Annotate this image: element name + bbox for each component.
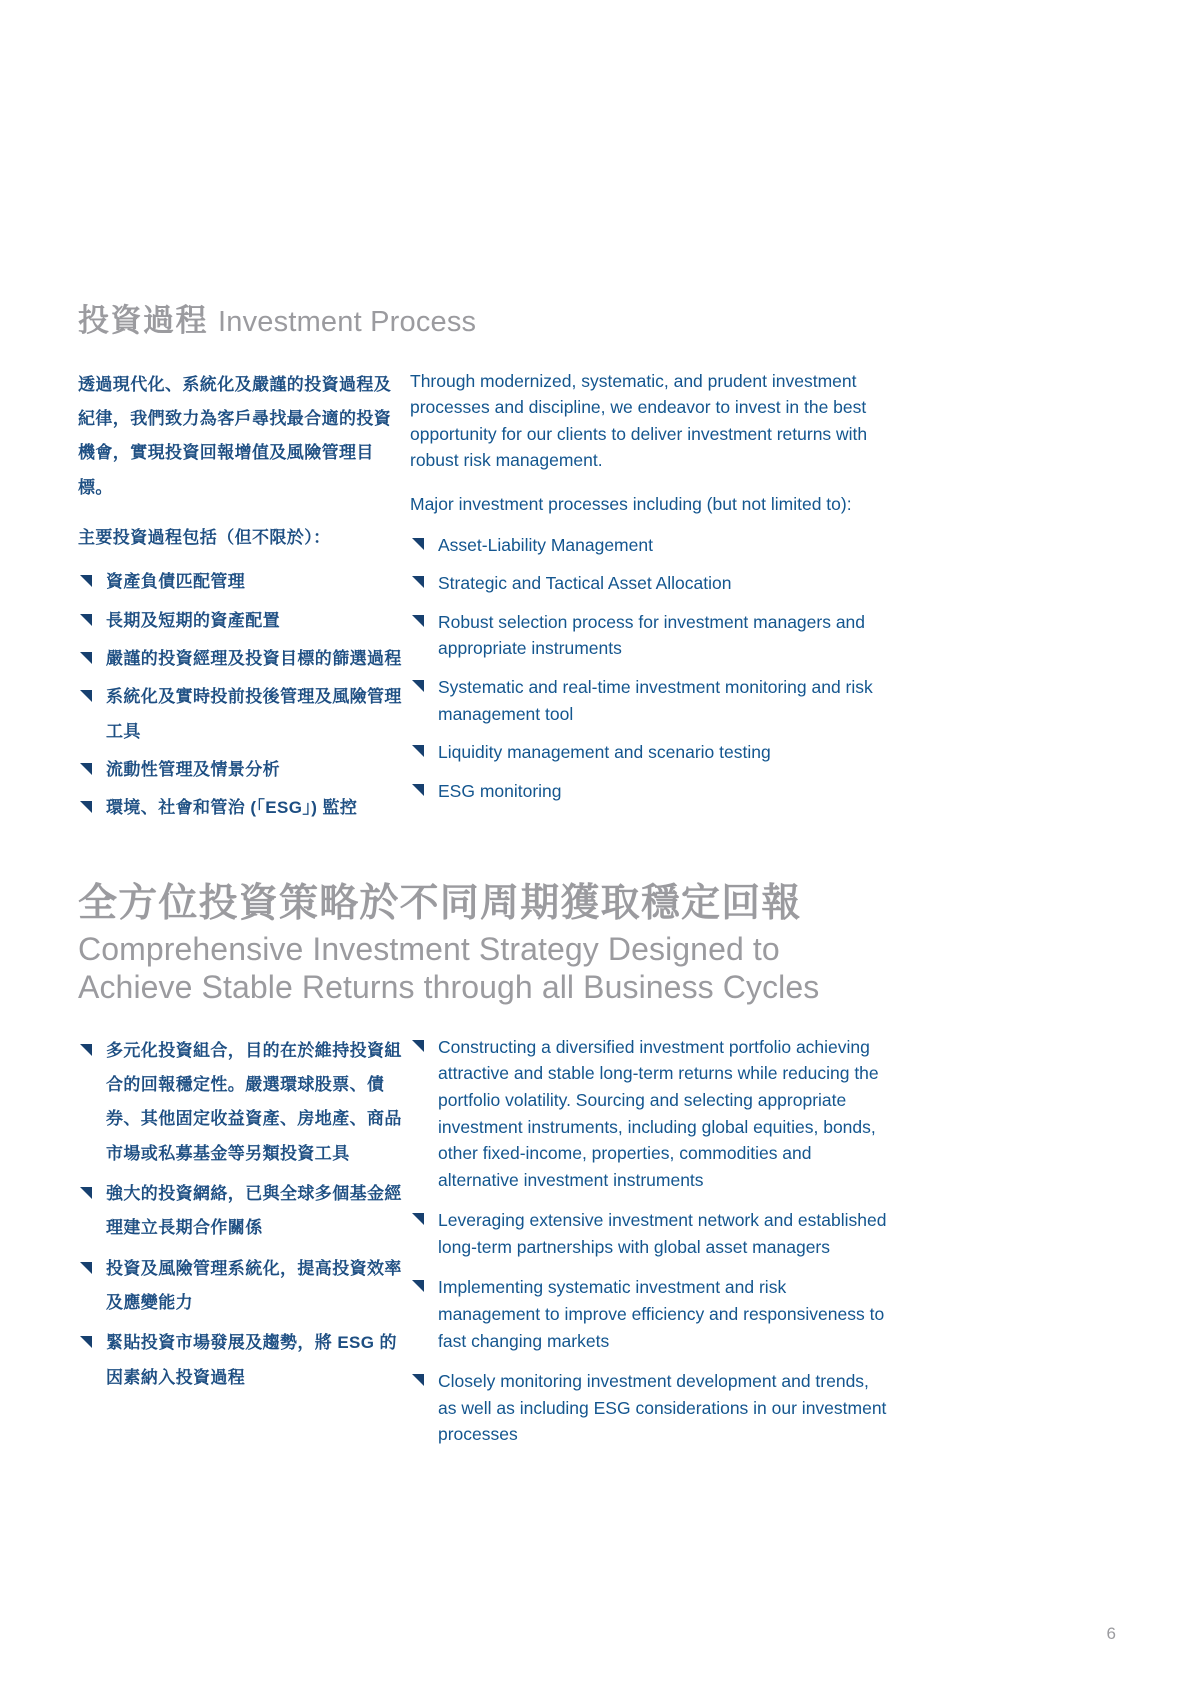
list-item <box>78 1177 408 1246</box>
list-item-label: 資產負債匹配管理 <box>106 572 246 592</box>
list-item <box>78 1252 408 1321</box>
section-two-heading-en-line-2: Achieve Stable Returns through all Business Cycles <box>78 968 820 1005</box>
list-item-label: Constructing a diversified investment portfolio achieving attractive and stable long-term returns while reducing the portfolio volatility. Sourcing and selecting appropriate investment instruments, including global equities, bonds, other fixed-income, properties, commodities and alternative investment instruments <box>438 1036 879 1190</box>
section-two-columns <box>78 1034 888 1462</box>
section-one-en-paragraph-1: Through modernized, systematic, and prudent investment processes and discipline, we endeavor to invest in the best opportunity for our clients to deliver investment returns with robust risk management. <box>410 370 868 471</box>
list-item-label: Closely monitoring investment development and trends, as well as including ESG considerations in our investment processes <box>438 1371 887 1445</box>
list-item-label: 環境、社會和管治 (「ESG」) 監控 <box>106 798 358 818</box>
triangle-bullet-icon <box>412 1280 424 1292</box>
section-one-heading-zh: 投資過程 <box>78 303 208 338</box>
triangle-bullet-icon <box>412 1040 424 1052</box>
section-two-chinese-column <box>78 1034 408 1401</box>
list-item <box>78 791 408 825</box>
list-item <box>410 674 888 727</box>
section-one-english-column <box>410 368 888 817</box>
section-one-heading-en: Investment Process <box>218 306 477 338</box>
page-number: 6 <box>1106 1624 1116 1643</box>
list-item <box>410 778 888 805</box>
triangle-bullet-icon <box>412 576 424 588</box>
list-item-label: 嚴謹的投資經理及投資目標的篩選過程 <box>106 648 402 668</box>
triangle-bullet-icon <box>412 680 424 692</box>
triangle-bullet-icon <box>80 652 92 664</box>
list-item-label: Strategic and Tactical Asset Allocation <box>438 573 732 594</box>
triangle-bullet-icon <box>80 801 92 813</box>
list-item-label: Implementing systematic investment and risk management to improve efficiency and responsiveness to fast changing markets <box>438 1277 885 1351</box>
list-item <box>78 604 408 638</box>
list-item-label: ESG monitoring <box>438 780 562 801</box>
list-item <box>78 565 408 599</box>
triangle-bullet-icon <box>412 1213 424 1225</box>
list-item <box>78 753 408 787</box>
section-two-heading-en-line-1: Comprehensive Investment Strategy Designed to <box>78 930 780 967</box>
section-two-english-column <box>410 1034 888 1462</box>
section-one-en-paragraph-2: Major investment processes including (but not limited to): <box>410 494 852 514</box>
list-item-label: 系統化及實時投前投後管理及風險管理工具 <box>106 687 402 741</box>
section-one-zh-paragraph-2: 主要投資過程包括（但不限於）： <box>78 527 331 547</box>
list-item-label: Leveraging extensive investment network and established long-term partnerships with global asset managers <box>438 1210 887 1257</box>
triangle-bullet-icon <box>80 763 92 775</box>
list-item <box>78 1034 408 1171</box>
list-item <box>78 1326 408 1395</box>
triangle-bullet-icon <box>412 615 424 627</box>
list-item-label: 多元化投資組合，目的在於維持投資組合的回報穩定性。嚴選環球股票、債券、其他固定收益資產、房地產、商品市場或私募基金等另類投資工具 <box>106 1040 402 1163</box>
list-item-label: Asset-Liability Management <box>438 534 653 555</box>
list-item-label: 流動性管理及情景分析 <box>106 759 280 779</box>
section-two-heading-en <box>78 930 888 1006</box>
list-item <box>410 1274 888 1354</box>
section-one-zh-bullet-list <box>78 565 408 825</box>
list-item <box>410 609 888 662</box>
list-item-label: 投資及風險管理系統化，提高投資效率及應變能力 <box>106 1258 402 1313</box>
section-comprehensive-strategy <box>78 880 888 1462</box>
triangle-bullet-icon <box>80 614 92 626</box>
list-item <box>410 570 888 597</box>
list-item <box>410 532 888 559</box>
list-item <box>410 1034 888 1194</box>
list-item-label: Robust selection process for investment managers and appropriate instruments <box>438 611 866 659</box>
section-one-heading <box>78 303 888 340</box>
triangle-bullet-icon <box>80 690 92 702</box>
section-one-zh-paragraph-1: 透過現代化、系統化及嚴謹的投資過程及紀律，我們致力為客戶尋找最合適的投資機會，實現投資回報增值及風險管理目標。 <box>78 374 392 497</box>
triangle-bullet-icon <box>412 1374 424 1386</box>
section-investment-process <box>78 303 888 830</box>
triangle-bullet-icon <box>80 1187 92 1199</box>
list-item-label: 強大的投資網絡，已與全球多個基金經理建立長期合作關係 <box>106 1184 402 1238</box>
triangle-bullet-icon <box>412 784 424 796</box>
list-item-label: 長期及短期的資產配置 <box>106 610 280 630</box>
list-item <box>410 1368 888 1448</box>
list-item <box>410 739 888 766</box>
triangle-bullet-icon <box>80 1336 92 1348</box>
section-one-columns <box>78 368 888 830</box>
list-item-label: Liquidity management and scenario testing <box>438 742 771 763</box>
list-item <box>78 680 408 749</box>
list-item-label: 緊貼投資市場發展及趨勢，將 ESG 的因素納入投資過程 <box>106 1333 397 1387</box>
section-one-chinese-column <box>78 368 408 830</box>
section-two-zh-bullet-list <box>78 1034 408 1395</box>
section-two-en-bullet-list <box>410 1034 888 1448</box>
section-two-heading-zh: 全方位投資策略於不同周期獲取穩定回報 <box>78 882 802 925</box>
triangle-bullet-icon <box>80 1262 92 1274</box>
triangle-bullet-icon <box>412 538 424 550</box>
section-one-en-bullet-list <box>410 532 888 805</box>
list-item-label: Systematic and real-time investment monitoring and risk management tool <box>438 676 873 724</box>
triangle-bullet-icon <box>412 745 424 757</box>
triangle-bullet-icon <box>80 575 92 587</box>
list-item <box>78 642 408 676</box>
triangle-bullet-icon <box>80 1044 92 1056</box>
list-item <box>410 1207 888 1260</box>
